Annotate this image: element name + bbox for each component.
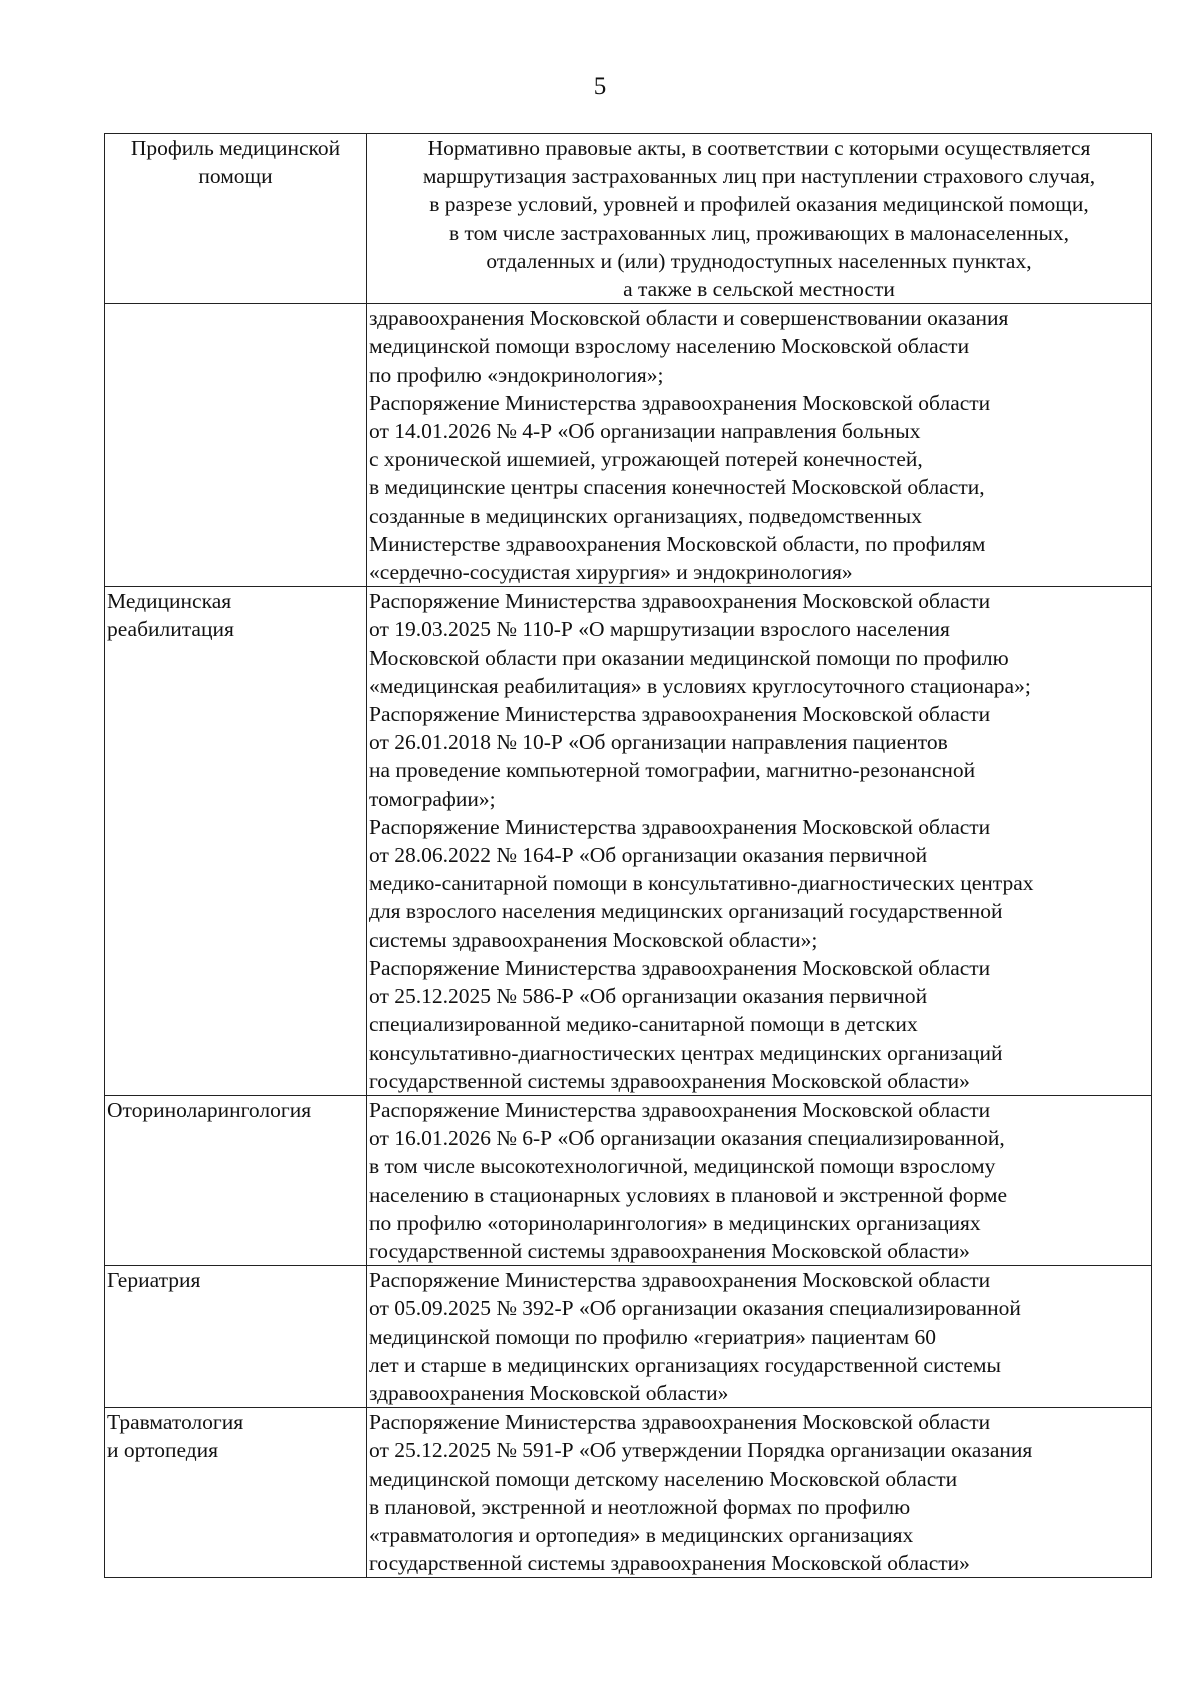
act-line: «сердечно-сосудистая хирургия» и эндокринология»	[369, 560, 853, 585]
act-line: Министерстве здравоохранения Московской области, по профилям	[369, 531, 986, 556]
act-line: от 19.03.2025 № 110-Р «О маршрутизации взрослого населения	[369, 617, 950, 642]
profile-line: Травматология	[107, 1410, 244, 1435]
table-body	[105, 304, 1152, 1578]
act-line: на проведение компьютерной томографии, магнитно-резонансной	[369, 758, 976, 783]
act-line: Распоряжение Министерства здравоохранения Московской области	[369, 702, 991, 727]
header-acts-line: а также в сельской местности	[623, 277, 895, 302]
act-line: Распоряжение Министерства здравоохранения Московской области	[369, 390, 991, 415]
act-line: от 28.06.2022 № 164-Р «Об организации оказания первичной	[369, 843, 928, 868]
act-line: системы здравоохранения Московской области»;	[369, 927, 818, 952]
profile-cell	[105, 1095, 367, 1265]
table-header-row	[105, 134, 1152, 304]
act-line: от 05.09.2025 № 392-Р «Об организации оказания специализированной	[369, 1296, 1021, 1321]
header-acts-line: отдаленных и (или) труднодоступных населенных пунктах,	[486, 248, 1032, 273]
act-line: государственной системы здравоохранения Московской области»	[369, 1068, 970, 1093]
table-row	[105, 587, 1152, 1096]
act-line: томографии»;	[369, 786, 496, 811]
act-line: государственной системы здравоохранения Московской области»	[369, 1551, 970, 1576]
acts-cell	[367, 1266, 1152, 1408]
profile-line: Гериатрия	[107, 1268, 201, 1293]
header-acts-line: Нормативно правовые акты, в соответствии с которыми осуществляется	[427, 136, 1091, 160]
act-line: по профилю «оториноларингология» в медицинских организациях	[369, 1210, 981, 1235]
act-line: здравоохранения Московской области и совершенствовании оказания	[369, 306, 1009, 331]
act-line: «медицинская реабилитация» в условиях круглосуточного стационара»;	[369, 673, 1031, 698]
profile-cell	[105, 304, 367, 587]
act-line: медицинской помощи детскому населению Московской области	[369, 1466, 958, 1491]
act-line: Распоряжение Министерства здравоохранения Московской области	[369, 1097, 991, 1122]
acts-cell	[367, 587, 1152, 1096]
header-acts-line: маршрутизация застрахованных лиц при наступлении страхового случая,	[422, 164, 1096, 189]
act-line: государственной системы здравоохранения Московской области»	[369, 1238, 970, 1263]
act-line: Московской области при оказании медицинской помощи по профилю	[369, 645, 1009, 670]
act-line: специализированной медико-санитарной помощи в детских	[369, 1012, 918, 1037]
routing-table	[104, 133, 1152, 1578]
header-profile-line: Профиль медицинской	[130, 136, 341, 160]
act-line: с хронической ишемией, угрожающей потерей конечностей,	[369, 447, 923, 472]
act-line: медико-санитарной помощи в консультативно-диагностических центрах	[369, 871, 1034, 896]
act-line: от 26.01.2018 № 10-Р «Об организации направления пациентов	[369, 730, 948, 755]
header-profile	[105, 134, 367, 304]
act-line: населению в стационарных условиях в плановой и экстренной форме	[369, 1182, 1008, 1207]
profile-line: Медицинская	[107, 589, 232, 614]
act-line: Распоряжение Министерства здравоохранения Московской области	[369, 1410, 991, 1435]
acts-cell	[367, 1408, 1152, 1578]
table-row	[105, 1408, 1152, 1578]
profile-line: Оториноларингология	[107, 1097, 312, 1122]
act-line: для взрослого населения медицинских организаций государственной	[369, 899, 1003, 924]
header-acts-line: в том числе застрахованных лиц, проживающих в малонаселенных,	[448, 220, 1070, 245]
act-line: в медицинские центры спасения конечностей Московской области,	[369, 475, 985, 500]
act-line: Распоряжение Министерства здравоохранения Московской области	[369, 955, 991, 980]
act-line: от 25.12.2025 № 586-Р «Об организации оказания первичной	[369, 984, 928, 1009]
act-line: медицинской помощи по профилю «гериатрия» пациентам 60	[369, 1324, 937, 1349]
act-line: Распоряжение Министерства здравоохранения Московской области	[369, 1268, 991, 1293]
act-line: лет и старше в медицинских организациях государственной системы	[369, 1352, 1001, 1377]
act-line: от 14.01.2026 № 4-Р «Об организации направления больных	[369, 419, 921, 444]
header-profile-line: помощи	[198, 164, 273, 189]
table-row	[105, 1095, 1152, 1265]
acts-cell	[367, 1095, 1152, 1265]
act-line: в том числе высокотехнологичной, медицинской помощи взрослому	[369, 1154, 996, 1179]
act-line: от 16.01.2026 № 6-Р «Об организации оказания специализированной,	[369, 1126, 1005, 1151]
act-line: медицинской помощи взрослому населению Московской области	[369, 334, 970, 359]
act-line: Распоряжение Министерства здравоохранения Московской области	[369, 589, 991, 614]
profile-cell	[105, 1408, 367, 1578]
act-line: в плановой, экстренной и неотложной формах по профилю	[369, 1494, 911, 1519]
act-line: от 25.12.2025 № 591-Р «Об утверждении Порядка организации оказания	[369, 1438, 1033, 1463]
act-line: Распоряжение Министерства здравоохранения Московской области	[369, 814, 991, 839]
table-row	[105, 1266, 1152, 1408]
act-line: по профилю «эндокринология»;	[369, 362, 664, 387]
profile-cell	[105, 1266, 367, 1408]
profile-line: реабилитация	[107, 617, 234, 642]
acts-cell	[367, 304, 1152, 587]
header-acts-line: в разрезе условий, уровней и профилей оказания медицинской помощи,	[429, 192, 1089, 217]
profile-cell	[105, 587, 367, 1096]
page-number: 5	[593, 73, 607, 100]
act-line: консультативно-диагностических центрах медицинских организаций	[369, 1040, 1003, 1065]
act-line: «травматология и ортопедия» в медицинских организациях	[369, 1522, 914, 1547]
table-row	[105, 304, 1152, 587]
profile-line: и ортопедия	[107, 1438, 219, 1463]
header-acts	[367, 134, 1152, 304]
act-line: здравоохранения Московской области»	[369, 1380, 729, 1405]
act-line: созданные в медицинских организациях, подведомственных	[369, 503, 922, 528]
